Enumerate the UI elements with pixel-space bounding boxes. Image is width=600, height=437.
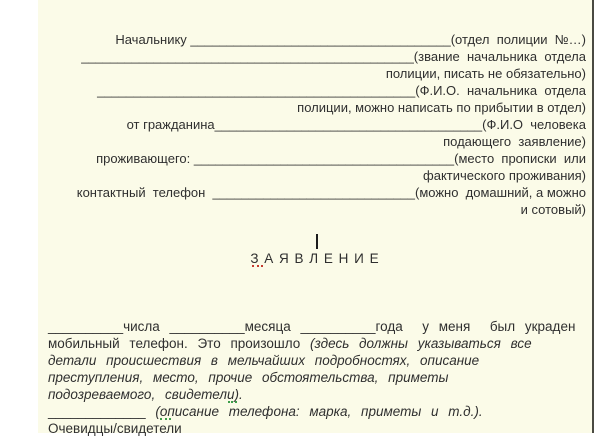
incident-intro-italic-hint: (здесь должны указываться все bbox=[310, 336, 532, 351]
text-cursor bbox=[316, 234, 318, 249]
statement-title[interactable]: З А Я В Л Е Н И Е bbox=[250, 251, 380, 266]
phone-description-blank: _____________ bbox=[48, 404, 156, 419]
body-line-incident-intro[interactable] bbox=[48, 335, 593, 352]
header-line-phone-note[interactable]: и сотовый) bbox=[520, 202, 586, 217]
body-line-phone-description[interactable] bbox=[48, 403, 593, 420]
body-line-details-hint-3[interactable]: подозреваемого, свидетели). bbox=[48, 387, 243, 402]
body-line-witnesses[interactable]: Очевидцы/свидетели bbox=[48, 421, 182, 436]
incident-intro-normal: мобильный телефон. Это произошло bbox=[48, 336, 310, 351]
grammar-squiggle-green-icon bbox=[228, 401, 237, 403]
header-line-residing[interactable]: проживающего: ____________________________________(место прописки или bbox=[96, 151, 586, 166]
grammar-squiggle-green-icon bbox=[160, 418, 171, 420]
header-line-applicant-note[interactable]: подающего заявление) bbox=[443, 134, 586, 149]
header-line-residing-note[interactable]: фактического проживания) bbox=[423, 168, 586, 183]
statement-header-block bbox=[58, 31, 586, 218]
header-line-rank-note[interactable]: полиции, писать не обязательно) bbox=[385, 66, 586, 81]
header-line-chief-name-blank[interactable]: ____________________________________________(Ф.И.О. начальника отдела bbox=[97, 83, 586, 98]
header-line-chief-name-note[interactable]: полиции, можно написать по прибытии в отдел) bbox=[297, 100, 586, 115]
spellcheck-squiggle-red-icon bbox=[252, 265, 263, 267]
statement-body-block bbox=[48, 318, 593, 437]
header-line-contact-phone[interactable]: контактный телефон ____________________________(можно домашний, а можно bbox=[76, 185, 586, 200]
body-line-date-blanks[interactable]: __________числа __________месяца __________года у меня был украден bbox=[48, 319, 576, 334]
header-line-addressee[interactable]: Начальнику ____________________________________(отдел полиции №…) bbox=[115, 32, 586, 47]
header-line-rank-blank[interactable]: ______________________________________________(звание начальника отдела bbox=[81, 49, 586, 64]
header-line-from-citizen[interactable]: от гражданина_____________________________________(Ф.И.О человека bbox=[126, 117, 586, 132]
phone-description-italic-hint: (описание телефона: марка, приметы и т.д.). bbox=[155, 404, 483, 419]
body-line-details-hint-1[interactable]: детали происшествия в мельчайших подробностях, описание bbox=[48, 353, 480, 368]
body-line-details-hint-2[interactable]: преступления, место, прочие обстоятельства, приметы bbox=[48, 370, 449, 385]
